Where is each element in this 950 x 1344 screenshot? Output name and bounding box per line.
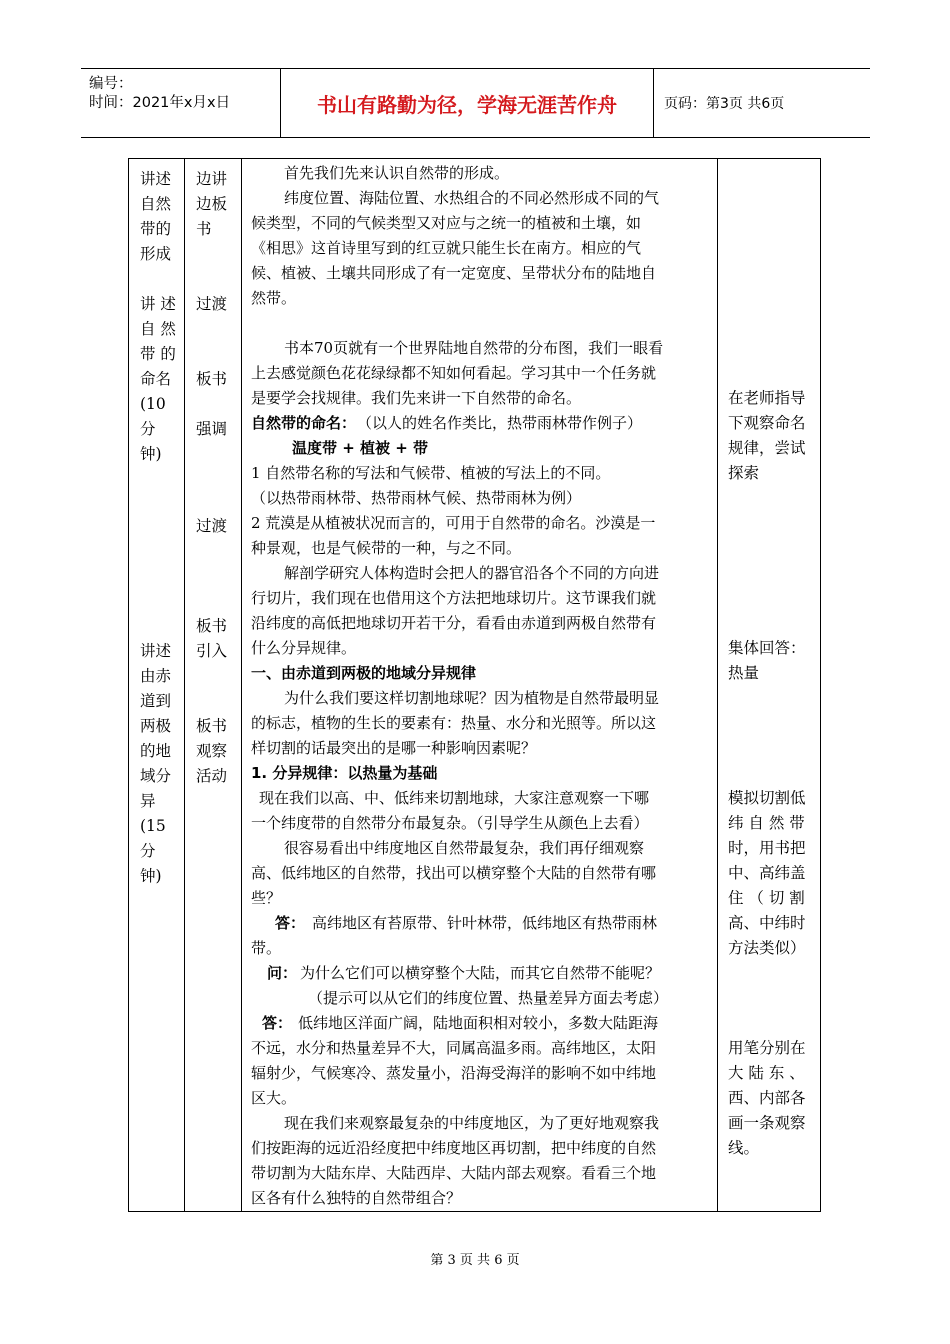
topic-text-line: 异 <box>140 792 156 810</box>
number-label: 编号： <box>89 76 133 92</box>
content-text-line: 们按距海的远近沿经度把中纬度地区再切割，把中纬度的自然 <box>251 1139 657 1157</box>
activity-text-line: 探索 <box>728 464 760 482</box>
content-text-line: 1. 分异规律：以热量为基础 <box>251 764 438 782</box>
method-text-line: 板书 <box>196 717 228 735</box>
content-text-line: 1 自然带名称的写法和气候带、植被的写法上的不同。 <box>251 464 611 482</box>
content-text-line: 低纬地区洋面广阔，陆地面积相对较小，多数大陆距海 <box>298 1014 659 1032</box>
content-text-line: 答： <box>275 914 306 932</box>
activity-text-line: 纬 自 然 带 <box>728 814 805 832</box>
method-text-line: 边讲 <box>196 170 228 188</box>
header-info-cell <box>81 69 281 137</box>
topic-text-line: 自然 <box>140 195 172 213</box>
column-topic <box>129 159 184 1211</box>
topic-text-line: 钟) <box>140 867 162 885</box>
column-method <box>185 159 241 1211</box>
activity-text-line: 画一条观察 <box>728 1114 806 1132</box>
topic-text-line: 分 <box>140 420 156 438</box>
topic-text-line: 的地 <box>140 742 172 760</box>
content-text-line: 样切割的话最突出的是哪一种影响因素呢？ <box>251 739 537 757</box>
topic-text-line: 分 <box>140 842 156 860</box>
topic-text-line: (15 <box>140 817 166 835</box>
content-text-line: 答： <box>262 1014 293 1032</box>
content-text-line: 纬度位置、海陆位置、水热组合的不同必然形成不同的气 <box>284 189 660 207</box>
topic-text-line: 带的 <box>140 220 172 238</box>
topic-text-line: 命名 <box>140 370 172 388</box>
activity-text-line: 规律，尝试 <box>728 439 806 457</box>
content-text-line: 带。 <box>251 939 282 957</box>
method-text-line: 引入 <box>196 642 228 660</box>
method-text-line: 观察 <box>196 742 228 760</box>
content-text-line: 辐射少，气候寒冷、蒸发量小，沿海受海洋的影响不如中纬地 <box>251 1064 657 1082</box>
content-text-line: 现在我们来观察最复杂的中纬度地区，为了更好地观察我 <box>284 1114 660 1132</box>
activity-text-line: 中、高纬盖 <box>728 864 806 882</box>
content-text-line: 行切片，我们现在也借用这个方法把地球切片。这节课我们就 <box>251 589 657 607</box>
content-text-line: 问： <box>267 964 298 982</box>
content-text-line: 候、植被、土壤共同形成了有一定宽度、呈带状分布的陆地自 <box>251 264 657 282</box>
content-text-line: 候类型，不同的气候类型又对应与之统一的植被和土壤，如 <box>251 214 642 232</box>
page-footer: 第 3 页 共 6 页 <box>430 1253 520 1268</box>
content-text-line: 区各有什么独特的自然带组合？ <box>251 1189 462 1207</box>
content-text-line: 《相思》这首诗里写到的红豆就只能生长在南方。相应的气 <box>251 239 642 257</box>
content-text-line: 很容易看出中纬度地区自然带最复杂，我们再仔细观察 <box>284 839 645 857</box>
activity-text-line: 集体回答： <box>728 639 806 657</box>
activity-text-line: 住 （ 切 割 <box>728 889 805 907</box>
content-text-line: 2 荒漠是从植被状况而言的，可用于自然带的命名。沙漠是一 <box>251 514 656 532</box>
method-text-line: 强调 <box>196 420 228 438</box>
content-text-line: 解剖学研究人体构造时会把人的器官沿各个不同的方向进 <box>284 564 660 582</box>
topic-text-line: 形成 <box>140 245 172 263</box>
activity-text-line: 下观察命名 <box>728 414 806 432</box>
activity-text-line: 大 陆 东 、 <box>728 1064 805 1082</box>
header-motto: 书山有路勤为径，学海无涯苦作舟 <box>281 69 654 137</box>
column-content <box>242 159 717 1211</box>
activity-text-line: 方法类似） <box>728 939 806 957</box>
content-text-line: 温度带 + 植被 + 带 <box>292 439 429 457</box>
header-page-label: 页码：第3页 共6页 <box>664 96 785 112</box>
method-text-line: 书 <box>196 220 212 238</box>
activity-text-line: 在老师指导 <box>728 389 806 407</box>
topic-text-line: 两极 <box>140 717 172 735</box>
column-student-activity <box>718 159 821 1211</box>
content-text-line: （以人的姓名作类比，热带雨林带作例子） <box>357 414 643 432</box>
content-text-line: 上去感觉颜色花花绿绿都不知如何看起。学习其中一个任务就 <box>251 364 657 382</box>
content-text-line: 不远，水分和热量差异不大，同属高温多雨。高纬地区，太阳 <box>251 1039 657 1057</box>
method-text-line: 过渡 <box>196 295 228 313</box>
content-text-line: 高、低纬地区的自然带，找出可以横穿整个大陆的自然带有哪 <box>251 864 657 882</box>
topic-text-line: 带 的 <box>140 345 176 363</box>
content-text-line: 为什么我们要这样切割地球呢？因为植物是自然带最明显 <box>284 689 660 707</box>
content-text-line: 区大。 <box>251 1089 297 1107</box>
content-text-line: 沿纬度的高低把地球切开若干分，看看由赤道到两极自然带有 <box>251 614 657 632</box>
topic-text-line: 由赤 <box>140 667 172 685</box>
activity-text-line: 用笔分别在 <box>728 1039 806 1057</box>
content-text-line: （提示可以从它们的纬度位置、热量差异方面去考虑） <box>308 989 669 1007</box>
content-text-line: 高纬地区有苔原带、针叶林带，低纬地区有热带雨林 <box>312 914 658 932</box>
method-text-line: 板书 <box>196 370 228 388</box>
topic-text-line: 讲 述 <box>140 295 176 313</box>
content-text-line: 然带。 <box>251 289 297 307</box>
content-text-line: 带切割为大陆东岸、大陆西岸、大陆内部去观察。看看三个地 <box>251 1164 657 1182</box>
topic-text-line: 讲述 <box>140 170 172 188</box>
content-text-line: 什么分异规律。 <box>251 639 357 657</box>
content-text-line: 些？ <box>251 889 282 907</box>
content-text-line: 自然带的命名： <box>251 414 357 432</box>
page-header <box>81 68 870 138</box>
activity-text-line: 线。 <box>728 1139 760 1157</box>
topic-text-line: (10 <box>140 395 166 413</box>
topic-text-line: 钟) <box>140 445 162 463</box>
content-text-line: 一个纬度带的自然带分布最复杂。（引导学生从颜色上去看） <box>251 814 649 832</box>
content-text-line: （以热带雨林带、热带雨林气候、热带雨林为例） <box>251 489 582 507</box>
activity-text-line: 模拟切割低 <box>728 789 806 807</box>
method-text-line: 边板 <box>196 195 228 213</box>
method-text-line: 板书 <box>196 617 228 635</box>
content-text-line: 为什么它们可以横穿整个大陆，而其它自然带不能呢？ <box>300 964 661 982</box>
lesson-table <box>128 158 821 1212</box>
content-text-line: 的标志，植物的生长的要素有：热量、水分和光照等。所以这 <box>251 714 657 732</box>
content-text-line: 种景观，也是气候带的一种，与之不同。 <box>251 539 522 557</box>
topic-text-line: 域分 <box>140 767 172 785</box>
content-text-line: 一、由赤道到两极的地域分异规律 <box>251 664 477 682</box>
content-text-line: 书本70页就有一个世界陆地自然带的分布图，我们一眼看 <box>284 339 664 357</box>
activity-text-line: 高、中纬时 <box>728 914 806 932</box>
method-text-line: 过渡 <box>196 517 228 535</box>
date-label: 时间：2021年x月x日 <box>89 95 231 111</box>
method-text-line: 活动 <box>196 767 228 785</box>
topic-text-line: 讲述 <box>140 642 172 660</box>
topic-text-line: 道到 <box>140 692 172 710</box>
activity-text-line: 时，用书把 <box>728 839 806 857</box>
content-text-line: 首先我们先来认识自然带的形成。 <box>284 164 510 182</box>
topic-text-line: 自 然 <box>140 320 176 338</box>
activity-text-line: 西、内部各 <box>728 1089 806 1107</box>
content-text-line: 现在我们以高、中、低纬来切割地球，大家注意观察一下哪 <box>259 789 650 807</box>
activity-text-line: 热量 <box>728 664 760 682</box>
content-text-line: 是要学会找规律。我们先来讲一下自然带的命名。 <box>251 389 582 407</box>
